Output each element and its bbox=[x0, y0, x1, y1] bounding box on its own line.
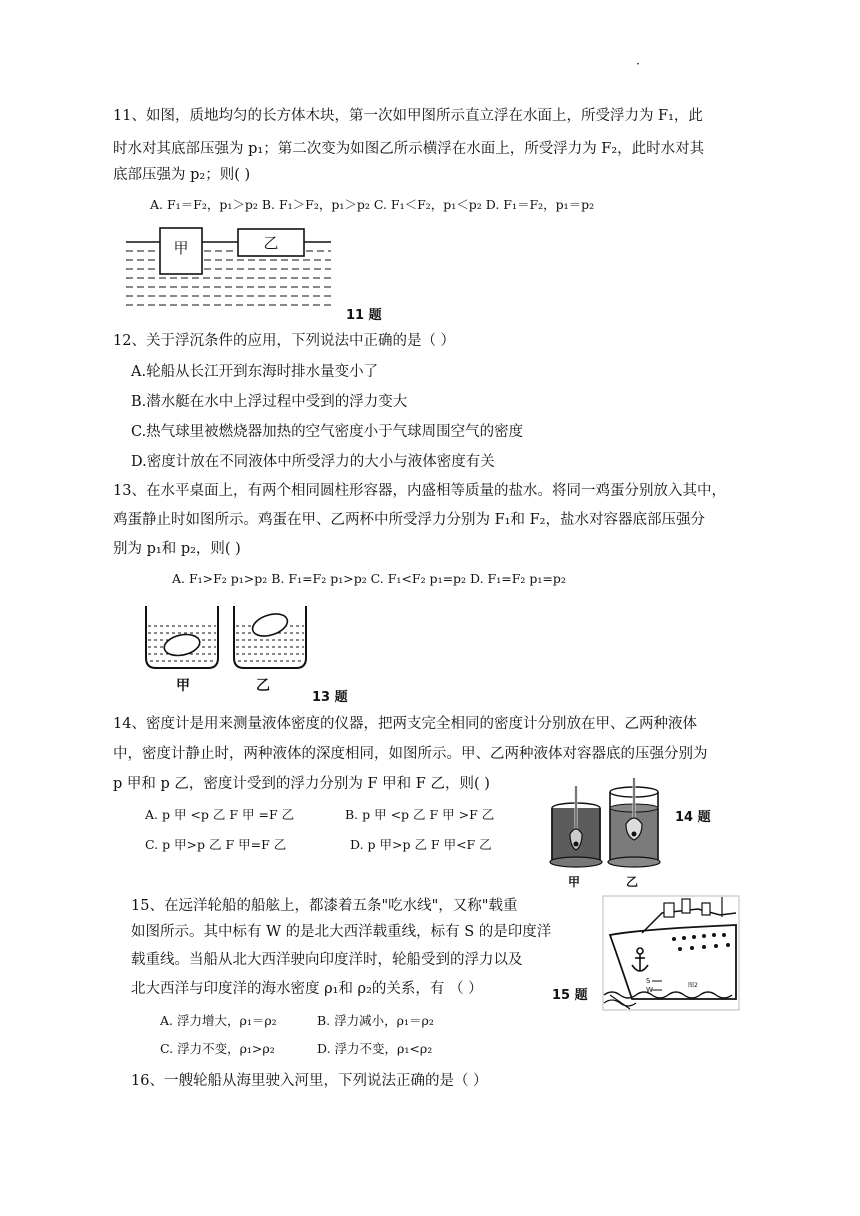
q15-ship-figure bbox=[602, 895, 740, 1011]
q15-option-b: B. 浮力减小，ρ₁＝ρ₂ bbox=[317, 1013, 434, 1028]
q14-stem-line3: p 甲和 p 乙，密度计受到的浮力分别为 F 甲和 F 乙，则( ) bbox=[113, 776, 490, 792]
egg-yi bbox=[250, 610, 290, 640]
q12-option-b: B.潜水艇在水中上浮过程中受到的浮力变大 bbox=[131, 394, 408, 410]
q15-stem-line4: 北大西洋与印度洋的海水密度 ρ₁和 ρ₂的关系，有 （ ） bbox=[131, 981, 483, 997]
q16-stem: 16、一艘轮船从海里驶入河里，下列说法正确的是（ ） bbox=[131, 1073, 488, 1089]
q14-figure-caption: 14 题 bbox=[675, 810, 711, 825]
q14-option-d: D. p 甲>p 乙 F 甲<F 乙 bbox=[350, 837, 492, 852]
q11-stem-line3: 底部压强为 p₂；则( ) bbox=[113, 167, 251, 183]
beaker-yi-label: 乙 bbox=[256, 678, 270, 694]
q13-options: A. F₁>F₂ p₁>p₂ B. F₁=F₂ p₁>p₂ C. F₁<F₂ p₁=p₂ D. F₁=F₂ p₁=p₂ bbox=[172, 571, 566, 586]
header-mark: · bbox=[636, 56, 640, 71]
q15-option-d: D. 浮力不变，ρ₁<ρ₂ bbox=[317, 1041, 433, 1056]
q13-figure-caption: 13 题 bbox=[312, 690, 348, 705]
q12-option-c: C.热气球里被燃烧器加热的空气密度小于气球周围空气的密度 bbox=[131, 424, 524, 440]
q15-figure-caption: 15 题 bbox=[552, 988, 588, 1003]
q15-option-a: A. 浮力增大，ρ₁＝ρ₂ bbox=[160, 1013, 277, 1028]
q14-stem-line1: 14、密度计是用来测量液体密度的仪器，把两支完全相同的密度计分别放在甲、乙两种液体 bbox=[113, 716, 697, 732]
beaker-jia-label: 甲 bbox=[176, 678, 190, 694]
cylinder-yi-label: 乙 bbox=[626, 875, 639, 889]
ship-figure-label: 图2 bbox=[688, 982, 698, 989]
load-line-s: S bbox=[646, 977, 651, 985]
beaker-jia bbox=[146, 606, 218, 668]
cylinder-jia bbox=[550, 786, 602, 867]
q13-stem-line2: 鸡蛋静止时如图所示。鸡蛋在甲、乙两杯中所受浮力分别为 F₁和 F₂，盐水对容器底部压强分 bbox=[113, 512, 705, 528]
q13-stem-line1: 13、在水平桌面上，有两个相同圆柱形容器，内盛相等质量的盐水。将同一鸡蛋分别放入其中， bbox=[113, 483, 726, 499]
block-yi-label: 乙 bbox=[263, 234, 279, 252]
cylinder-jia-label: 甲 bbox=[568, 875, 581, 889]
q11-stem-line1: 11、如图，质地均匀的长方体木块，第一次如甲图所示直立浮在水面上，所受浮力为 F₁，此 bbox=[113, 108, 703, 124]
q15-stem-line2: 如图所示。其中标有 W 的是北大西洋载重线，标有 S 的是印度洋 bbox=[131, 924, 552, 940]
q14-figure bbox=[546, 772, 676, 890]
q14-option-b: B. p 甲 <p 乙 F 甲 >F 乙 bbox=[345, 807, 495, 822]
q15-stem-line1: 15、在远洋轮船的船舷上，都漆着五条"吃水线"，又称"载重 bbox=[131, 898, 518, 914]
q12-option-d: D.密度计放在不同液体中所受浮力的大小与液体密度有关 bbox=[131, 454, 495, 470]
q15-stem-line3: 载重线。当船从北大西洋驶向印度洋时，轮船受到的浮力以及 bbox=[131, 952, 523, 968]
q11-figure-caption: 11 题 bbox=[346, 308, 382, 323]
load-line-w: W bbox=[646, 986, 653, 994]
q14-option-a: A. p 甲 <p 乙 F 甲 =F 乙 bbox=[145, 807, 295, 822]
beaker-yi bbox=[234, 606, 306, 668]
q14-stem-line2: 中，密度计静止时，两种液体的深度相同，如图所示。甲、乙两种液体对容器底的压强分别为 bbox=[113, 746, 708, 762]
q14-option-c: C. p 甲>p 乙 F 甲=F 乙 bbox=[145, 837, 287, 852]
q11-options: A. F₁＝F₂，p₁＞p₂ B. F₁＞F₂，p₁＞p₂ C. F₁＜F₂，p₁＜p₂ D. F₁＝F₂，p₁＝p₂ bbox=[150, 197, 595, 212]
q13-stem-line3: 别为 p₁和 p₂，则( ) bbox=[113, 541, 241, 557]
q11-stem-line2: 时水对其底部压强为 p₁；第二次变为如图乙所示横浮在水面上，所受浮力为 F₂，此时水对其 bbox=[113, 141, 705, 157]
ship-hull bbox=[610, 925, 736, 999]
block-jia-label: 甲 bbox=[173, 239, 189, 257]
q12-option-a: A.轮船从长江开到东海时排水量变小了 bbox=[131, 364, 379, 380]
q12-stem: 12、关于浮沉条件的应用，下列说法中正确的是（ ） bbox=[113, 333, 456, 349]
q13-figure bbox=[136, 600, 316, 700]
cylinder-yi bbox=[608, 778, 660, 867]
q15-option-c: C. 浮力不变，ρ₁>ρ₂ bbox=[160, 1041, 275, 1056]
q11-figure bbox=[126, 220, 336, 320]
